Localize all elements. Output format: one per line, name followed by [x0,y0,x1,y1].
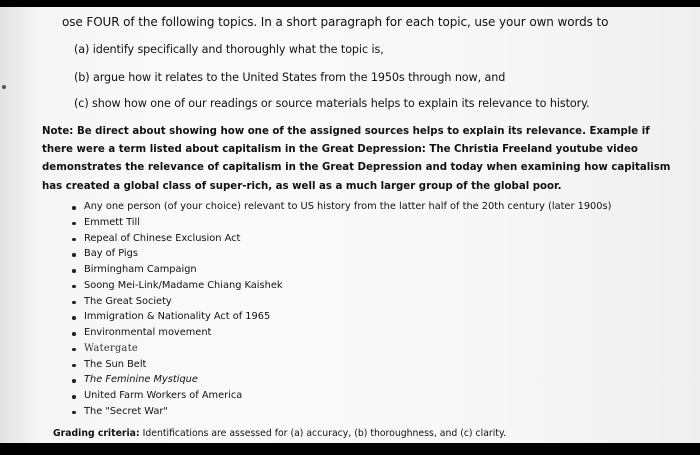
note-label: Note: [42,126,77,137]
list-item: The "Secret War" [70,404,611,420]
list-item: United Farm Workers of America [70,388,611,404]
list-item: Bay of Pigs [70,246,611,262]
margin-dot [2,85,6,89]
list-item: Watergate [70,341,611,357]
list-item: Environmental movement [70,325,611,341]
list-item: Repeal of Chinese Exclusion Act [70,231,611,247]
list-item: The Great Society [70,294,611,310]
note-text: Be direct about showing how one of the assigned sources helps to explain its relevance. Example if there were a term listed about capitalism in the Great Depression: The Christia Freeland youtube video demonstrates the relevance of capitalism in the Great Depression and today when examining how capitalism has created a global class of super-rich, as well as a much larger group of the global poor. [42,126,671,192]
grading-criteria [53,428,506,439]
list-item: The Feminine Mystique [70,372,611,388]
list-item: The Sun Belt [70,357,611,373]
grading-label: Grading criteria: [53,428,140,439]
list-item: Any one person (of your choice) relevant to US history from the latter half of the 20th century (later 1900s) [70,199,611,215]
document-page [0,7,700,443]
instruction-part-c: (c) show how one of our readings or source materials helps to explain its relevance to history. [74,97,590,110]
list-item: Soong Mei-Link/Madame Chiang Kaishek [70,278,611,294]
instruction-part-a: (a) identify specifically and thoroughly what the topic is, [74,43,384,56]
topic-list [70,199,611,420]
note-paragraph [42,123,682,196]
instruction-part-b: (b) argue how it relates to the United States from the 1950s through now, and [74,71,506,84]
list-item: Emmett Till [70,215,611,231]
list-item: Immigration & Nationality Act of 1965 [70,309,611,325]
instructions-intro: ose FOUR of the following topics. In a short paragraph for each topic, use your own words to [62,15,609,29]
grading-text: Identifications are assessed for (a) accuracy, (b) thoroughness, and (c) clarity. [139,428,507,439]
list-item: Birmingham Campaign [70,262,611,278]
